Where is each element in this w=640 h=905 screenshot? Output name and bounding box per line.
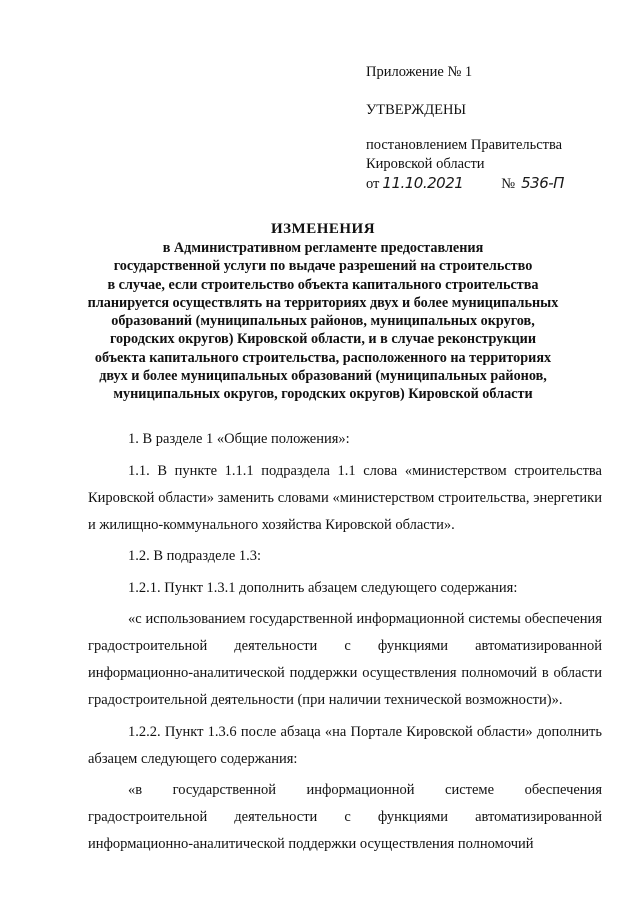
document-body bbox=[88, 426, 602, 858]
subtitle-line: в Административном регламенте предоставления bbox=[162, 240, 484, 256]
paragraph-1-2: 1.2. В подразделе 1.3: bbox=[128, 548, 262, 564]
subtitle-line: образований (муниципальных районов, муниципальных округов, bbox=[111, 313, 535, 330]
document-title: ИЗМЕНЕНИЯ bbox=[270, 221, 376, 237]
paragraph-1-1: 1.1. В пункте 1.1.1 подраздела 1.1 слова «министерством строительства Кировской области» заменить словами «министерством строительства, энергетики и жилищно-коммунального хозяйства Кировской области». bbox=[88, 462, 602, 533]
subtitle-line: двух и более муниципальных образований (муниципальных районов, bbox=[99, 368, 547, 385]
handwritten-number: 536-П bbox=[521, 174, 564, 192]
paragraph-quote-1: «с использованием государственной информационной системы обеспечения градостроительной деятельности с функциями автоматизированной информационно-аналитической поддержки осуществления полномочий в области градостроительной деятельности (при наличии технической возможности)». bbox=[88, 611, 602, 708]
subtitle-line: планируется осуществлять на территориях двух и более муниципальных bbox=[87, 294, 559, 311]
decree-date-row bbox=[366, 174, 564, 194]
decree-line: Кировской области bbox=[366, 156, 485, 172]
paragraph-1-2-2: 1.2.2. Пункт 1.3.6 после абзаца «на Портале Кировской области» дополнить абзацем следующего содержания: bbox=[88, 723, 602, 767]
subtitle-line: муниципальных округов, городских округов) Кировской области bbox=[113, 386, 533, 403]
decree-line: постановлением Правительства bbox=[366, 137, 563, 153]
subtitle-line: в случае, если строительство объекта капитального строительства bbox=[107, 276, 539, 293]
number-label: № bbox=[501, 176, 516, 192]
subtitle-line: государственной услуги по выдаче разрешений на строительство bbox=[113, 258, 533, 275]
date-label: от bbox=[366, 176, 380, 192]
paragraph-section-1: 1. В разделе 1 «Общие положения»: bbox=[128, 431, 350, 447]
appendix-label: Приложение № 1 bbox=[366, 64, 473, 80]
decree-block bbox=[366, 136, 564, 194]
subtitle-line: объекта капитального строительства, расположенного на территориях bbox=[94, 349, 552, 366]
subtitle-line: городских округов) Кировской области, и в случае реконструкции bbox=[109, 331, 537, 348]
document-subtitle bbox=[80, 239, 566, 404]
approved-label: УТВЕРЖДЕНЫ bbox=[366, 102, 467, 118]
paragraph-1-2-1: 1.2.1. Пункт 1.3.1 дополнить абзацем следующего содержания: bbox=[128, 579, 518, 596]
paragraph-quote-2: «в государственной информационной системе обеспечения градостроительной деятельности с функциями автоматизированной информационно-аналитической поддержки осуществления полномочий bbox=[88, 782, 602, 852]
title-block bbox=[80, 220, 566, 404]
handwritten-date: 11.10.2021 bbox=[382, 174, 464, 192]
